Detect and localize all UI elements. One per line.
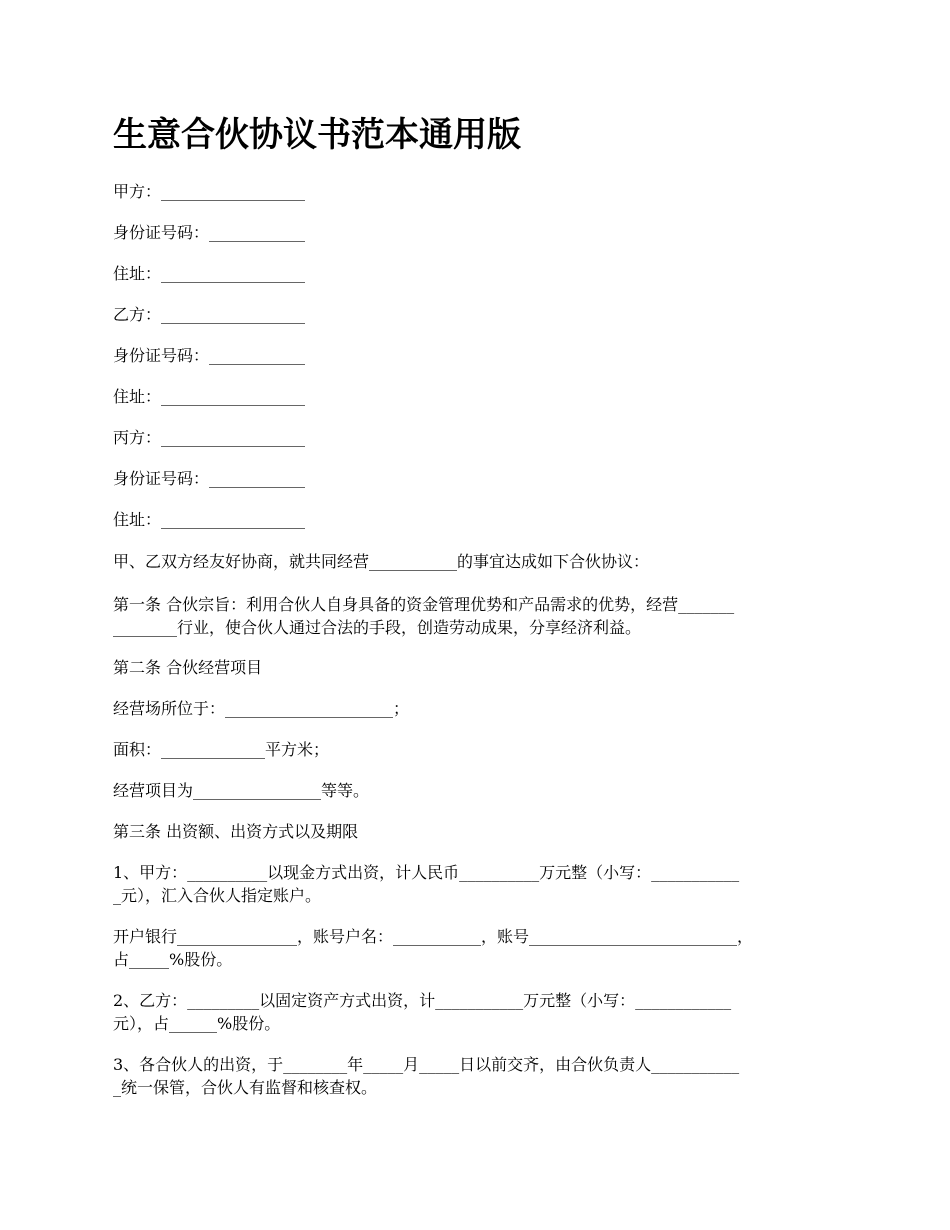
clause-1-line-2: _元），汇入合伙人指定账户。	[113, 886, 322, 905]
party-b-name-line: 乙方：__________________	[113, 305, 306, 324]
clause-3-line-2: _统一保管，合伙人有监督和核查权。	[113, 1078, 378, 1097]
clause-2-line-1: 2、乙方：_________以固定资产方式出资，计___________万元整（小写：____________	[113, 991, 732, 1010]
bank-account-line-2: 占_____%股份。	[113, 950, 233, 969]
party-b-address-line: 住址：__________________	[113, 387, 306, 406]
party-c-name-line: 丙方：__________________	[113, 428, 306, 447]
clause-1-line-1: 1、甲方：__________以现金方式出资，计人民币__________万元整（小写：___________	[113, 863, 740, 882]
article-1-line-2: ________行业，使合伙人通过合法的手段，创造劳动成果，分享经济利益。	[113, 618, 642, 637]
article-2-heading: 第二条 合伙经营项目	[113, 658, 263, 677]
party-c-id-line: 身份证号码：____________	[113, 469, 306, 488]
article-1-line-1: 第一条 合伙宗旨：利用合伙人自身具备的资金管理优势和产品需求的优势，经营_______	[113, 595, 735, 614]
business-items-line: 经营项目为________________等等。	[113, 781, 370, 800]
party-a-address-line: 住址：__________________	[113, 264, 306, 283]
party-a-id-line: 身份证号码：____________	[113, 223, 306, 242]
clause-2-line-2: 元），占______%股份。	[113, 1014, 281, 1033]
party-b-id-line: 身份证号码：____________	[113, 346, 306, 365]
preamble-line: 甲、乙双方经友好协商，就共同经营___________的事宜达成如下合伙协议：	[113, 552, 650, 571]
clause-3-line-1: 3、各合伙人的出资，于________年_____月_____日以前交齐，由合伙负责人___________	[113, 1055, 740, 1074]
bank-account-line-1: 开户银行_______________，账号户名：___________，账号__________________________，	[113, 927, 754, 946]
party-a-name-line: 甲方：__________________	[113, 182, 306, 201]
business-location-line: 经营场所位于：_____________________；	[113, 699, 410, 718]
party-c-address-line: 住址：__________________	[113, 510, 306, 529]
article-3-heading: 第三条 出资额、出资方式以及期限	[113, 822, 359, 841]
area-line: 面积：_____________平方米；	[113, 740, 330, 759]
document-title: 生意合伙协议书范本通用版	[113, 115, 521, 155]
